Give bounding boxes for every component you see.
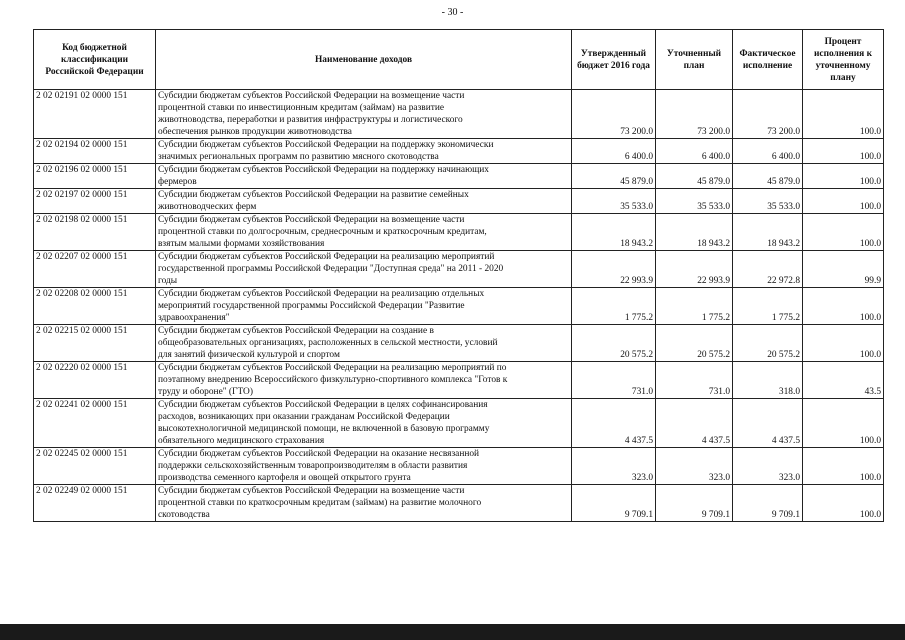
income-name-line: государственной программы Российской Федерации "Доступная среда" на 2011 - 2020: [158, 264, 504, 274]
income-name-line: процентной ставки по долгосрочным, среднесрочным и краткосрочным кредитам,: [158, 227, 487, 237]
table-row: [34, 288, 884, 325]
revised-value-cell: 20 575.2: [656, 325, 733, 362]
actual-value-cell: 1 775.2: [733, 288, 803, 325]
income-name-cell: [156, 214, 572, 251]
income-name-line: для занятий физической культурой и спортом: [158, 350, 340, 360]
approved-value-cell: 35 533.0: [572, 189, 656, 214]
income-name-line: Субсидии бюджетам субъектов Российской Федерации на создание в: [158, 326, 434, 336]
income-name-line: Субсидии бюджетам субъектов Российской Федерации на развитие семейных: [158, 190, 469, 200]
table-row: [34, 90, 884, 139]
table-header-row: [34, 30, 884, 90]
percent-value-cell: 100.0: [803, 448, 884, 485]
income-name-line: Субсидии бюджетам субъектов Российской Федерации на поддержку начинающих: [158, 165, 489, 175]
income-name-cell: [156, 485, 572, 522]
budget-code-cell: 2 02 02220 02 0000 151: [34, 362, 156, 399]
income-name-line: высокотехнологичной медицинской помощи, не включенной в базовую программу: [158, 424, 490, 434]
budget-income-table: [33, 29, 884, 522]
approved-value-cell: 731.0: [572, 362, 656, 399]
income-name-line: Субсидии бюджетам субъектов Российской Федерации на поддержку экономически: [158, 140, 494, 150]
approved-value-cell: 20 575.2: [572, 325, 656, 362]
table-row: [34, 399, 884, 448]
percent-value-cell: 100.0: [803, 139, 884, 164]
budget-code-cell: 2 02 02208 02 0000 151: [34, 288, 156, 325]
approved-value-cell: 73 200.0: [572, 90, 656, 139]
actual-value-cell: 73 200.0: [733, 90, 803, 139]
income-name-cell: [156, 288, 572, 325]
income-name-line: Субсидии бюджетам субъектов Российской Федерации на возмещение части: [158, 486, 465, 496]
income-name-line: процентной ставки по инвестиционным кредитам (займам) на развитие: [158, 103, 445, 113]
percent-value-cell: 100.0: [803, 485, 884, 522]
income-name-line: значимых региональных программ по развитию мясного скотоводства: [158, 152, 439, 162]
income-name-line: животноводства, переработки и развития инфраструктуры и логистического: [158, 115, 463, 125]
approved-value-cell: 6 400.0: [572, 139, 656, 164]
income-name-line: годы: [158, 276, 178, 286]
income-name-line: труду и обороне" (ГТО): [158, 387, 253, 397]
income-name-cell: [156, 251, 572, 288]
budget-code-cell: 2 02 02249 02 0000 151: [34, 485, 156, 522]
income-name-line: Субсидии бюджетам субъектов Российской Федерации на оказание несвязанной: [158, 449, 480, 459]
income-name-cell: [156, 362, 572, 399]
table-row: [34, 485, 884, 522]
income-name-line: скотоводства: [158, 510, 210, 520]
income-name-line: Субсидии бюджетам субъектов Российской Федерации в целях софинансирования: [158, 400, 488, 410]
income-name-line: обязательного медицинского страхования: [158, 436, 325, 446]
income-name-cell: [156, 164, 572, 189]
revised-value-cell: 18 943.2: [656, 214, 733, 251]
income-name-line: расходов, возникающих при оказании гражданам Российской Федерации: [158, 412, 450, 422]
budget-code-cell: 2 02 02198 02 0000 151: [34, 214, 156, 251]
revised-value-cell: 35 533.0: [656, 189, 733, 214]
actual-value-cell: 22 972.8: [733, 251, 803, 288]
revised-value-cell: 9 709.1: [656, 485, 733, 522]
income-name-line: процентной ставки по краткосрочным кредитам (займам) на развитие молочного: [158, 498, 482, 508]
table-row: [34, 448, 884, 485]
actual-value-cell: 20 575.2: [733, 325, 803, 362]
table-row: [34, 189, 884, 214]
revised-value-cell: 1 775.2: [656, 288, 733, 325]
income-name-line: Субсидии бюджетам субъектов Российской Федерации на реализацию мероприятий: [158, 252, 495, 262]
income-name-line: Субсидии бюджетам субъектов Российской Федерации на возмещение части: [158, 91, 465, 101]
approved-value-cell: 323.0: [572, 448, 656, 485]
budget-code-cell: 2 02 02245 02 0000 151: [34, 448, 156, 485]
revised-value-cell: 22 993.9: [656, 251, 733, 288]
income-name-line: фермеров: [158, 177, 197, 187]
income-name-line: Субсидии бюджетам субъектов Российской Федерации на реализацию мероприятий по: [158, 363, 507, 373]
actual-value-cell: 6 400.0: [733, 139, 803, 164]
approved-value-cell: 18 943.2: [572, 214, 656, 251]
table-body: [34, 90, 884, 522]
table-row: [34, 214, 884, 251]
header-name: Наименование доходов: [156, 30, 572, 90]
actual-value-cell: 18 943.2: [733, 214, 803, 251]
actual-value-cell: 318.0: [733, 362, 803, 399]
budget-code-cell: 2 02 02194 02 0000 151: [34, 139, 156, 164]
income-name-line: здравоохранения": [158, 313, 230, 323]
actual-value-cell: 4 437.5: [733, 399, 803, 448]
income-name-line: поддержки сельскохозяйственным товаропроизводителям в области развития: [158, 461, 468, 471]
income-name-cell: [156, 139, 572, 164]
percent-value-cell: 100.0: [803, 399, 884, 448]
header-approved: Утвержденный бюджет 2016 года: [572, 30, 656, 90]
percent-value-cell: 100.0: [803, 325, 884, 362]
actual-value-cell: 35 533.0: [733, 189, 803, 214]
budget-code-cell: 2 02 02191 02 0000 151: [34, 90, 156, 139]
income-name-line: Субсидии бюджетам субъектов Российской Федерации на возмещение части: [158, 215, 465, 225]
budget-code-cell: 2 02 02241 02 0000 151: [34, 399, 156, 448]
table-row: [34, 362, 884, 399]
revised-value-cell: 73 200.0: [656, 90, 733, 139]
approved-value-cell: 4 437.5: [572, 399, 656, 448]
table-row: [34, 325, 884, 362]
header-percent: Процент исполнения к уточненному плану: [803, 30, 884, 90]
income-name-line: поэтапному внедрению Всероссийского физкультурно-спортивного комплекса "Готов к: [158, 375, 508, 385]
income-name-line: животноводческих ферм: [158, 202, 257, 212]
income-name-cell: [156, 448, 572, 485]
approved-value-cell: 22 993.9: [572, 251, 656, 288]
budget-code-cell: 2 02 02207 02 0000 151: [34, 251, 156, 288]
revised-value-cell: 731.0: [656, 362, 733, 399]
budget-code-cell: 2 02 02197 02 0000 151: [34, 189, 156, 214]
income-name-line: мероприятий государственной программы Российской Федерации "Развитие: [158, 301, 465, 311]
revised-value-cell: 6 400.0: [656, 139, 733, 164]
income-name-line: обеспечения рынков продукции животноводства: [158, 127, 352, 137]
income-name-line: взятым малыми формами хозяйствования: [158, 239, 325, 249]
approved-value-cell: 45 879.0: [572, 164, 656, 189]
budget-code-cell: 2 02 02215 02 0000 151: [34, 325, 156, 362]
percent-value-cell: 100.0: [803, 214, 884, 251]
page-number: - 30 -: [441, 7, 464, 18]
approved-value-cell: 9 709.1: [572, 485, 656, 522]
percent-value-cell: 100.0: [803, 164, 884, 189]
table-row: [34, 139, 884, 164]
revised-value-cell: 45 879.0: [656, 164, 733, 189]
income-name-line: производства семенного картофеля и овощей открытого грунта: [158, 473, 411, 483]
revised-value-cell: 4 437.5: [656, 399, 733, 448]
percent-value-cell: 100.0: [803, 189, 884, 214]
header-code: Код бюджетной классификации Российской Федерации: [34, 30, 156, 90]
income-name-line: общеобразовательных организациях, расположенных в сельской местности, условий: [158, 338, 498, 348]
percent-value-cell: 99.9: [803, 251, 884, 288]
income-name-cell: [156, 325, 572, 362]
header-actual: Фактическое исполнение: [733, 30, 803, 90]
percent-value-cell: 43.5: [803, 362, 884, 399]
actual-value-cell: 323.0: [733, 448, 803, 485]
budget-code-cell: 2 02 02196 02 0000 151: [34, 164, 156, 189]
income-name-line: Субсидии бюджетам субъектов Российской Федерации на реализацию отдельных: [158, 289, 485, 299]
actual-value-cell: 45 879.0: [733, 164, 803, 189]
table-row: [34, 251, 884, 288]
percent-value-cell: 100.0: [803, 288, 884, 325]
income-name-cell: [156, 189, 572, 214]
scan-bottom-edge: [0, 624, 905, 640]
income-name-cell: [156, 90, 572, 139]
table-row: [34, 164, 884, 189]
header-revised: Уточненный план: [656, 30, 733, 90]
approved-value-cell: 1 775.2: [572, 288, 656, 325]
revised-value-cell: 323.0: [656, 448, 733, 485]
percent-value-cell: 100.0: [803, 90, 884, 139]
income-name-cell: [156, 399, 572, 448]
actual-value-cell: 9 709.1: [733, 485, 803, 522]
